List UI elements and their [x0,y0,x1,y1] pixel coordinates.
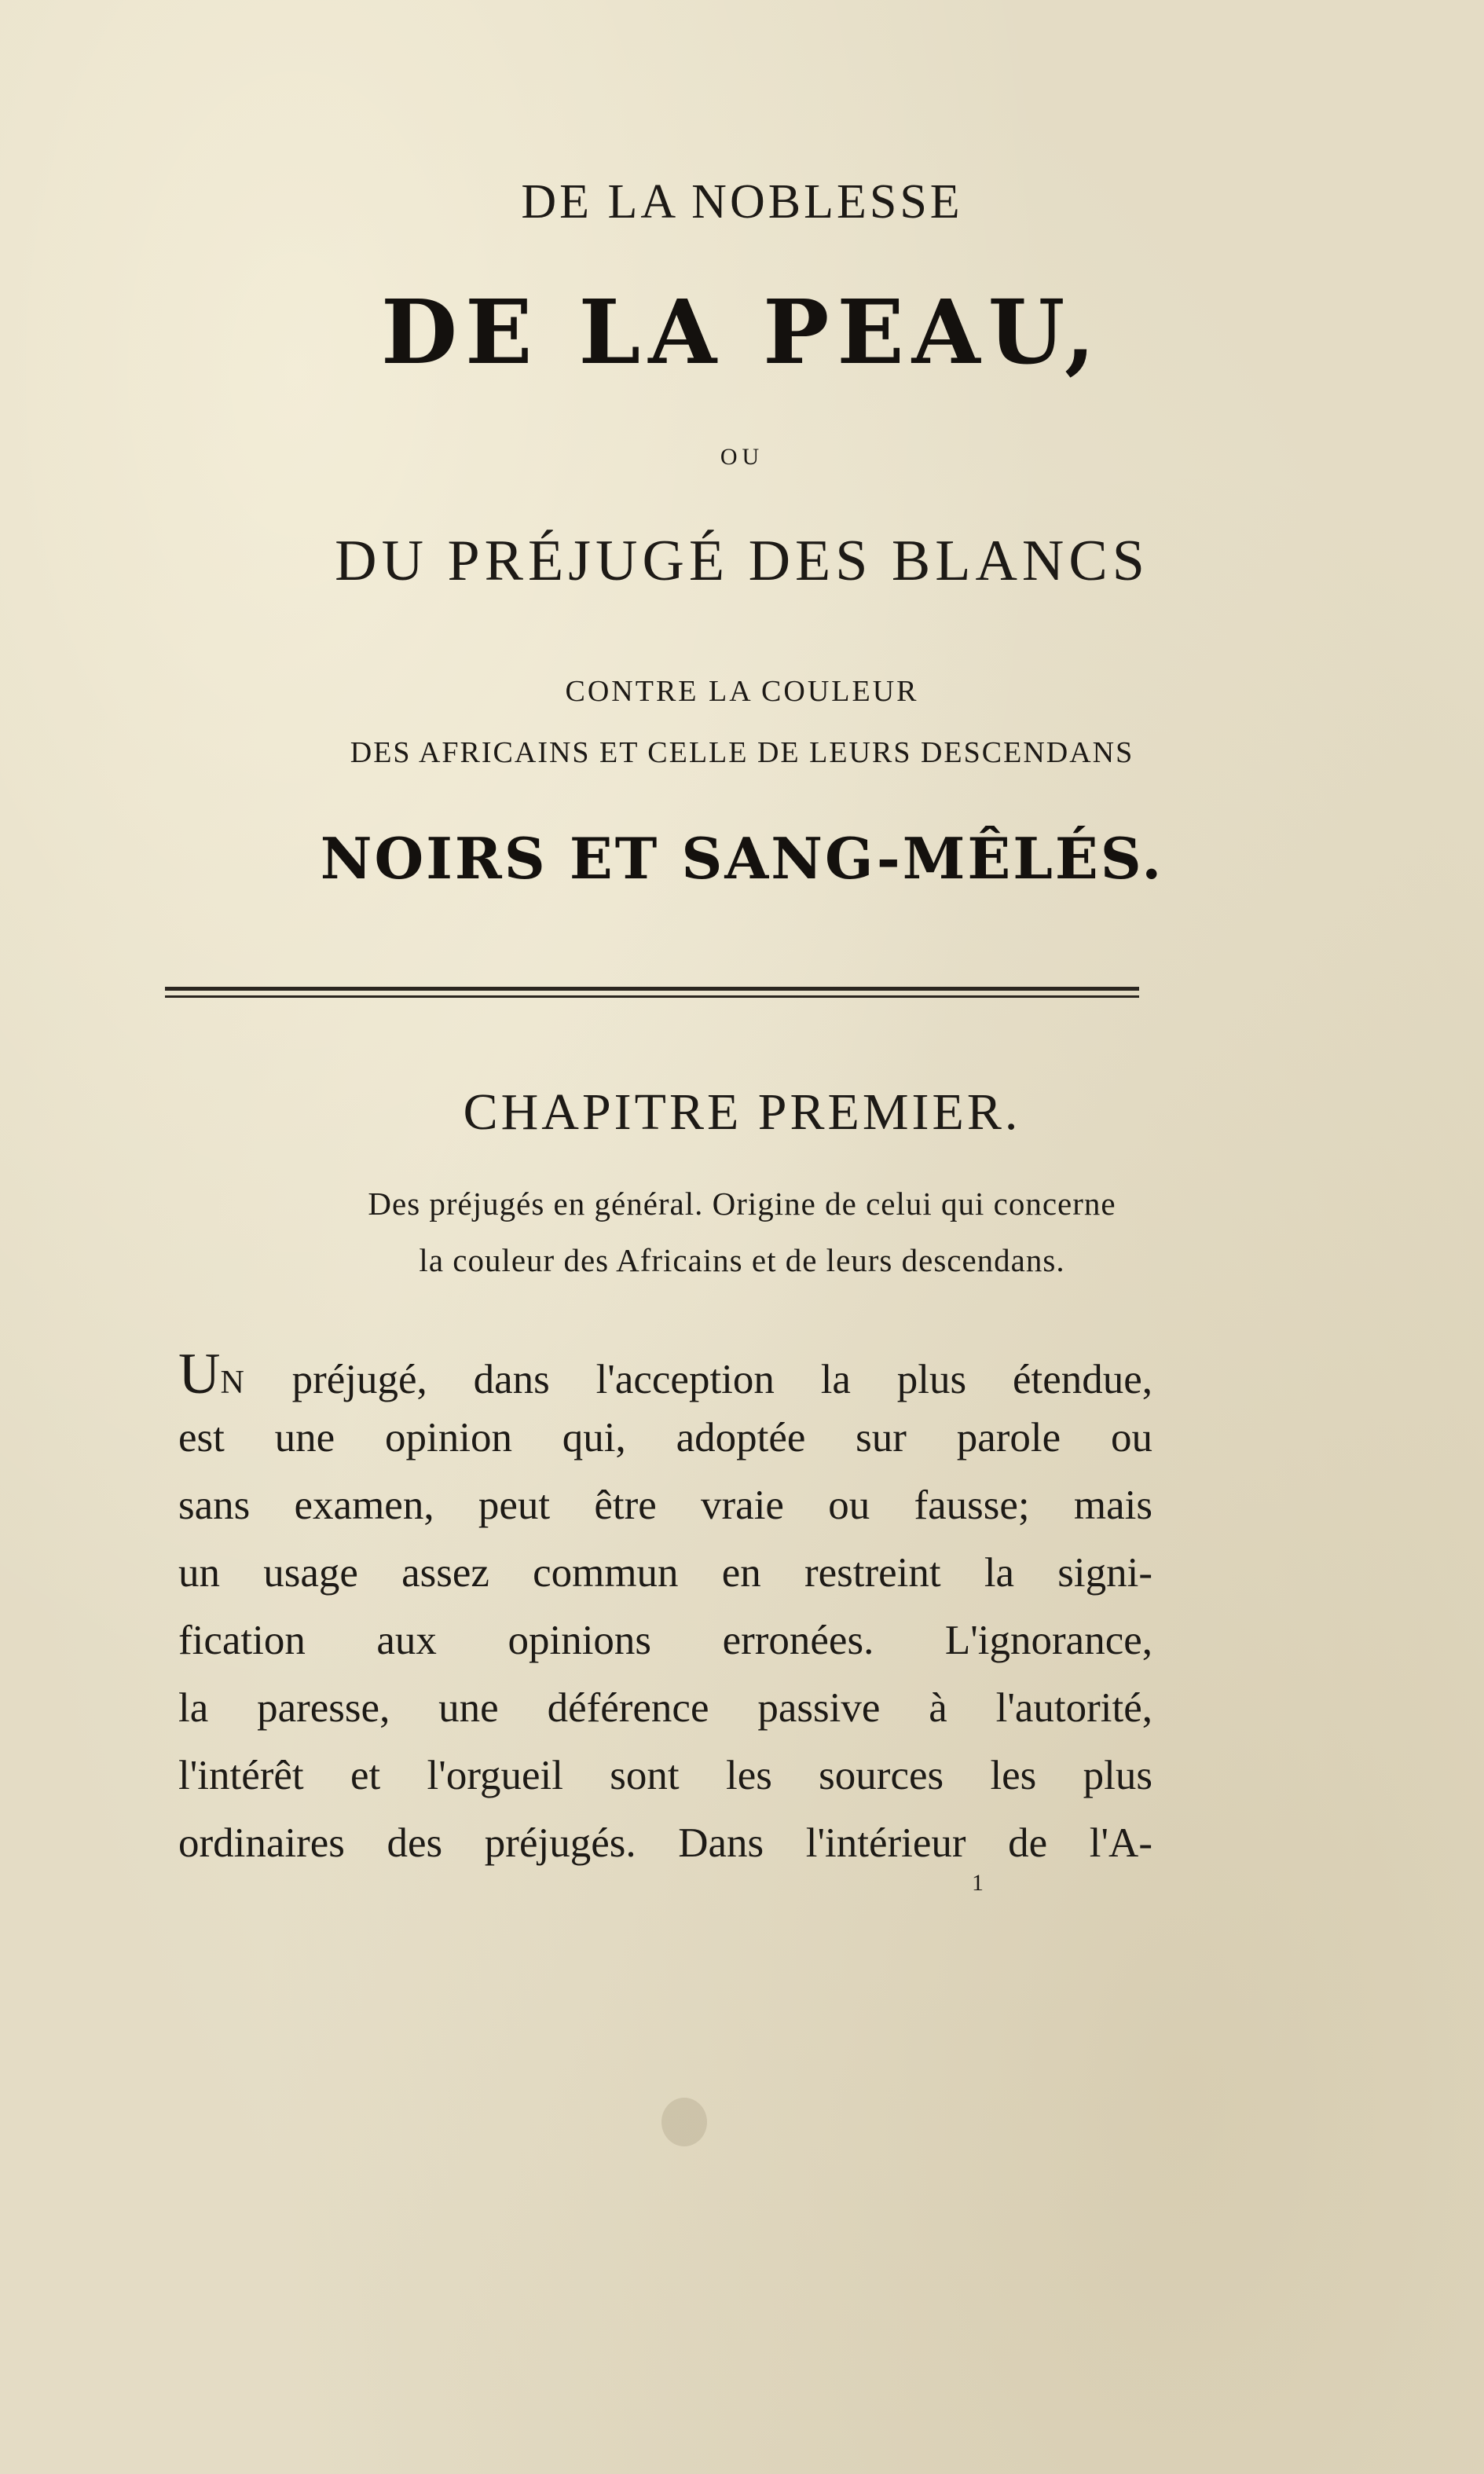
title-subtitle-line-2: CONTRE LA COULEUR [565,675,919,708]
title-subtitle: DU PRÉJUGÉ DES BLANCS [335,529,1149,593]
body-line-3: sans examen, peut être vraie ou fausse; mais [178,1483,1152,1528]
title-subtitle-line-3: DES AFRICAINS ET CELLE DE LEURS DESCENDANS [350,736,1134,769]
chapter-summary-line-1: Des préjugés en général. Origine de celui qui concerne [368,1186,1116,1222]
body-line-7: l'intérêt et l'orgueil sont les sources les plus [178,1753,1152,1798]
drop-cap: U [178,1342,221,1406]
page-number: 1 [972,1870,984,1896]
chapter-summary-line-2: la couleur des Africains et de leurs descendans. [419,1242,1065,1278]
body-line-6: la paresse, une déférence passive à l'autorité, [178,1685,1152,1731]
title-main: DE LA PEAU, [381,281,1103,384]
body-line-8: ordinaires des préjugés. Dans l'intérieur de l'A- [178,1820,1152,1866]
body-line-2: est une opinion qui, adoptée sur parole ou [178,1415,1152,1461]
title-line-1: DE LA NOBLESSE [521,175,963,229]
body-line-1 [178,1342,1152,1406]
paper-spot [661,2098,707,2146]
drop-cap-rest: N [220,1365,246,1401]
body-line-1-text: préjugé, dans l'acception la plus étendue, [245,1357,1152,1402]
title-subtitle-bold: NOIRS ET SANG-MÊLÉS. [320,825,1164,892]
body-line-4: un usage assez commun en restreint la signi- [178,1550,1152,1596]
double-rule-top [165,987,1139,991]
title-conjunction: OU [720,444,764,470]
body-line-5: fication aux opinions erronées. L'ignorance, [178,1618,1152,1663]
chapter-heading: CHAPITRE PREMIER. [463,1083,1021,1141]
double-rule-bottom [165,995,1139,998]
